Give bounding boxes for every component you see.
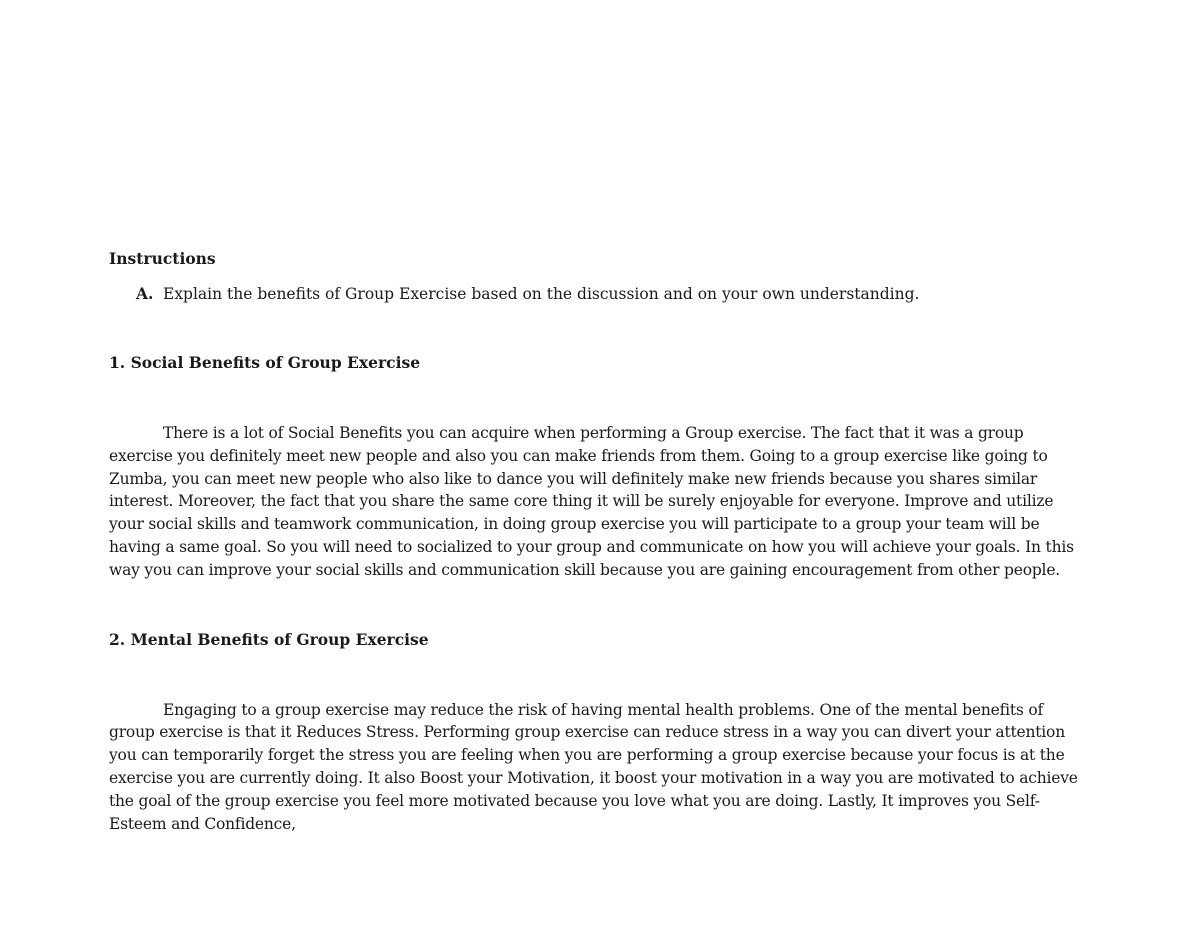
section-title-mental: 2. Mental Benefits of Group Exercise <box>109 629 429 649</box>
section-title-social: 1. Social Benefits of Group Exercise <box>109 353 421 372</box>
instruction-item-a <box>136 284 1081 304</box>
instruction-text: Explain the benefits of Group Exercise based on the discussion and on your own understanding. <box>163 285 920 303</box>
section-body-mental: Engaging to a group exercise may reduce the risk of having mental health problems. One of the mental benefits of group exercise is that it Reduces Stress. Performing group exercise can reduce stress in a way you can divert your attention you can temporarily forget the stress you are feeling when you are performing a group exercise because your focus is at the exercise you are currently doing. It also Boost your Motivation, it boost your motivation in a way you are motivated to achieve the goal of the group exercise you feel more motivated because you love what you are doing. Lastly, It improves you Self-Esteem and Confidence, <box>109 700 1078 833</box>
instructions-heading: Instructions <box>109 249 216 268</box>
document-content <box>109 249 1081 835</box>
section-body-social: There is a lot of Social Benefits you can acquire when performing a Group exercise. The fact that it was a group exercise you definitely meet new people and also you can make friends from them. Going to a group exercise like going to Zumba, you can meet new people who also like to dance you will definitely make new friends because you shares similar interest. Moreover, the fact that you share the same core thing it will be surely enjoyable for everyone. Improve and utilize your social skills and teamwork communication, in doing group exercise you will participate to a group your team will be having a same goal. So you will need to socialized to your group and communicate on how you will achieve your goals. In this way you can improve your social skills and communication skill because you are gaining encouragement from other people. <box>109 424 1074 579</box>
instruction-marker: A. <box>136 284 154 303</box>
